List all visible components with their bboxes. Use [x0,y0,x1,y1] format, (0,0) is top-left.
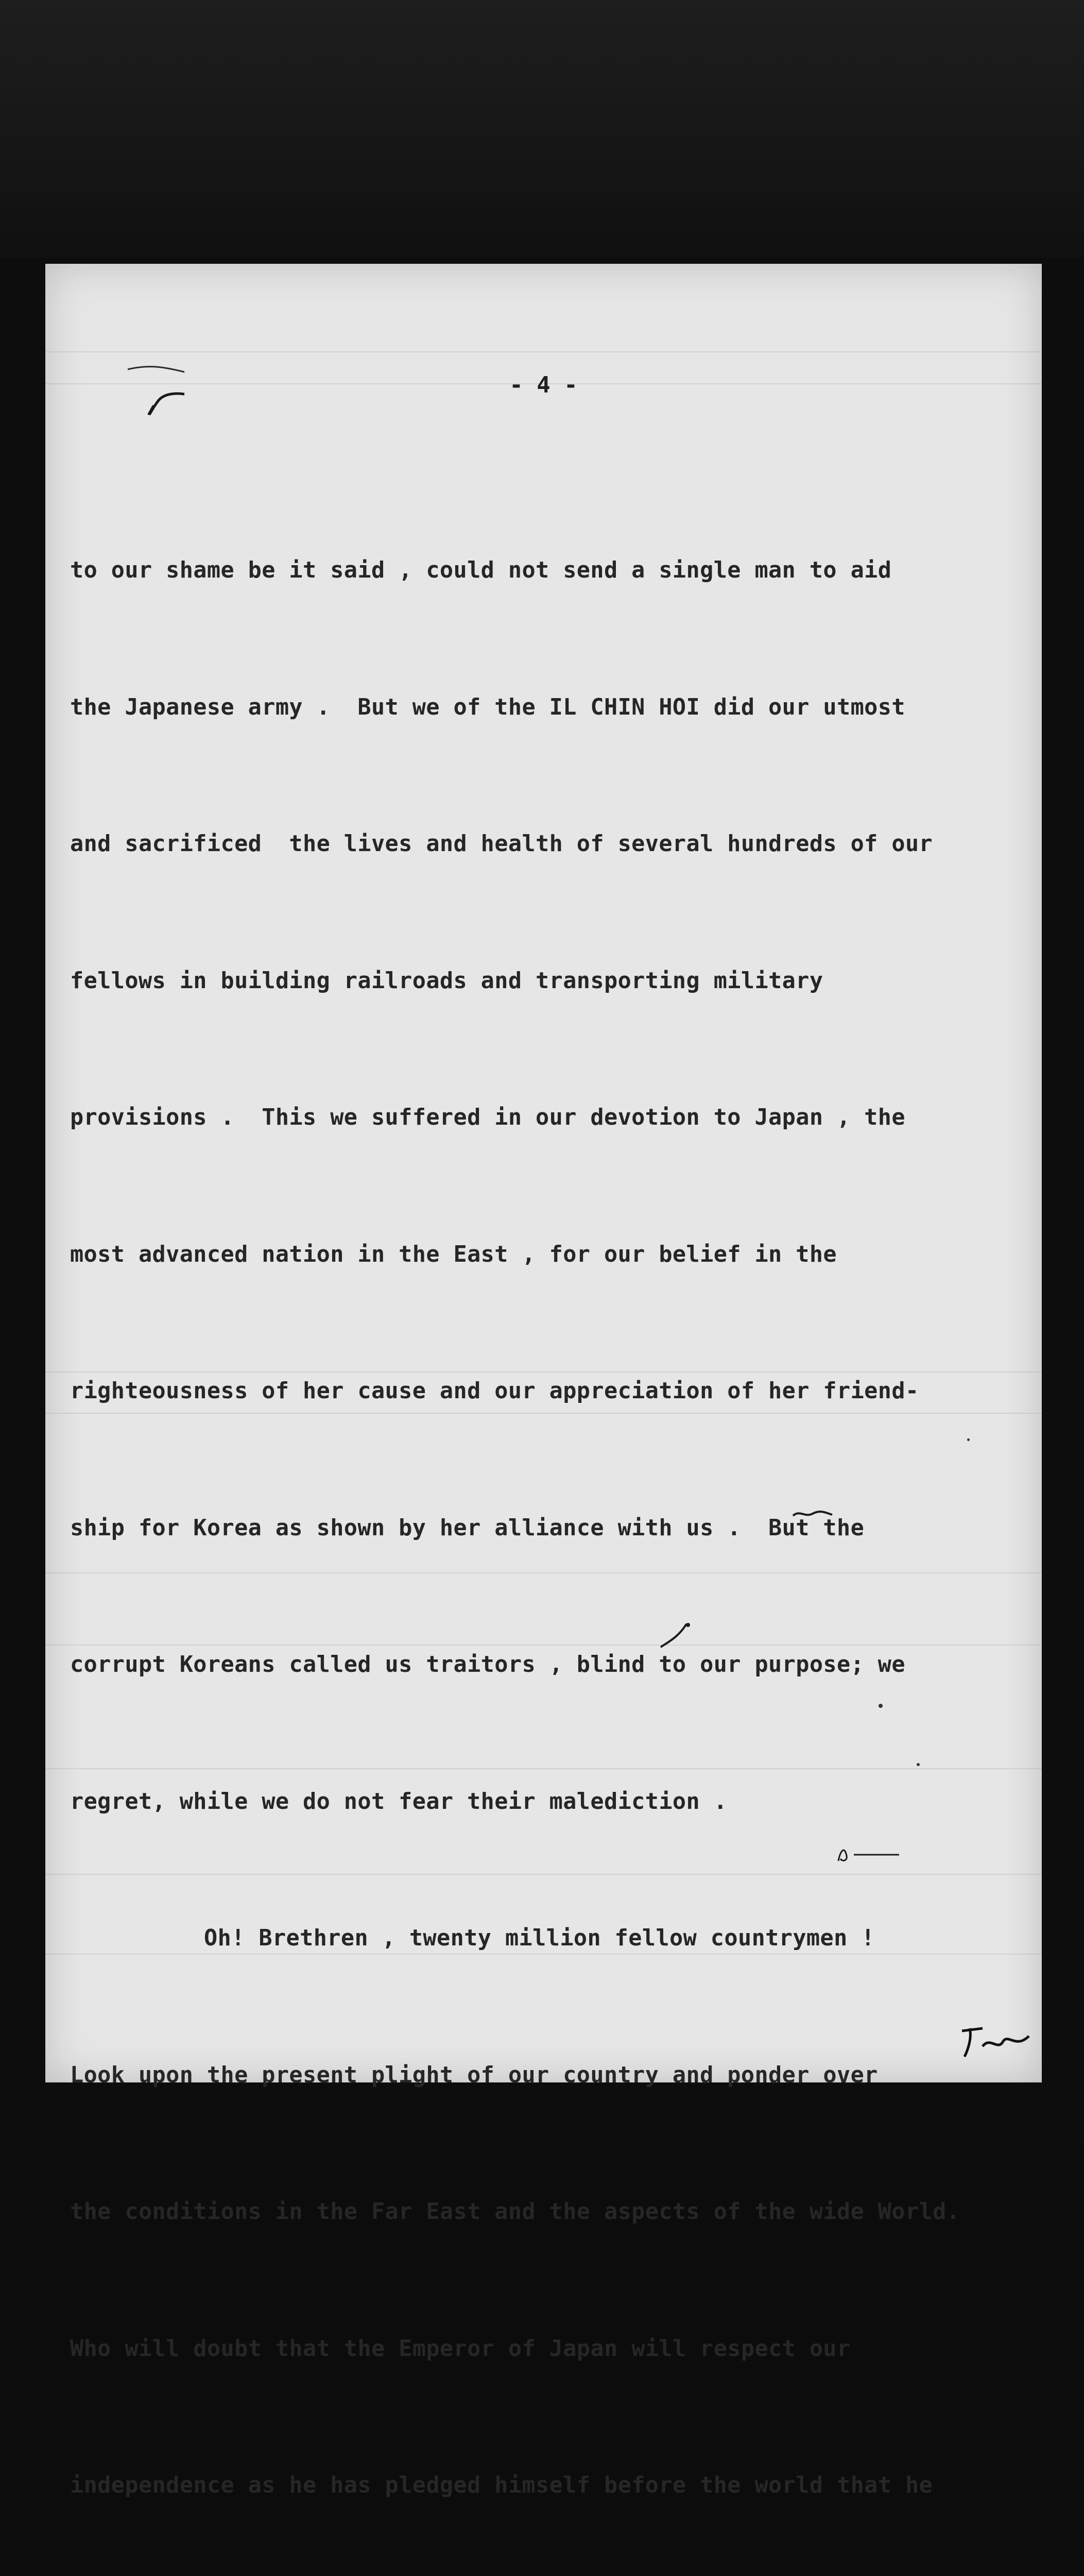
text-line: the Japanese army . But we of the IL CHIN HOI did our utmost [70,694,905,720]
text-line: ship for Korea as shown by her alliance with us . But the [70,1515,865,1541]
text-line: Who will doubt that the Emperor of Japan will respect our [70,2335,851,2362]
film-top-band [0,0,1084,258]
document-page [45,264,1042,2498]
pen-stroke-icon [833,1840,900,1866]
text-line: most advanced nation in the East , for our belief in the [70,1241,837,1267]
text-line: corrupt Koreans called us traitors , blind to our purpose; we [70,1652,905,1677]
text-line: regret, while we do not fear their malediction . [70,1788,728,1815]
text-line: provisions . This we suffered in our devotion to Japan , the [70,1105,905,1130]
pen-stroke-icon [792,1505,833,1521]
text-line: independence as he has pledged himself before the world that he [70,2472,933,2498]
text-line: fellows in building railroads and transporting military [70,968,823,994]
ruled-line [45,351,1042,352]
text-line: righteousness of her cause and our appreciation of her friend- [70,1378,919,1404]
text-line: Oh! Brethren , twenty million fellow countrymen ! [204,1925,875,1951]
text-line: the conditions in the Far East and the aspects of the wide World. [70,2199,960,2225]
pen-stroke-icon [658,1619,694,1650]
ink-speck [967,1438,970,1441]
page-number: - 4 - [509,372,578,398]
text-line: and sacrificed the lives and health of several hundreds of our [70,831,933,857]
text-line: to our shame be it said , could not send a single man to aid [70,557,892,583]
ink-speck [917,1763,920,1766]
body-text [70,456,1023,2576]
ink-speck [879,1704,883,1708]
text-line: Look upon the present plight of our country and ponder over [70,2062,878,2088]
corner-scrawl-icon [952,2015,1034,2062]
